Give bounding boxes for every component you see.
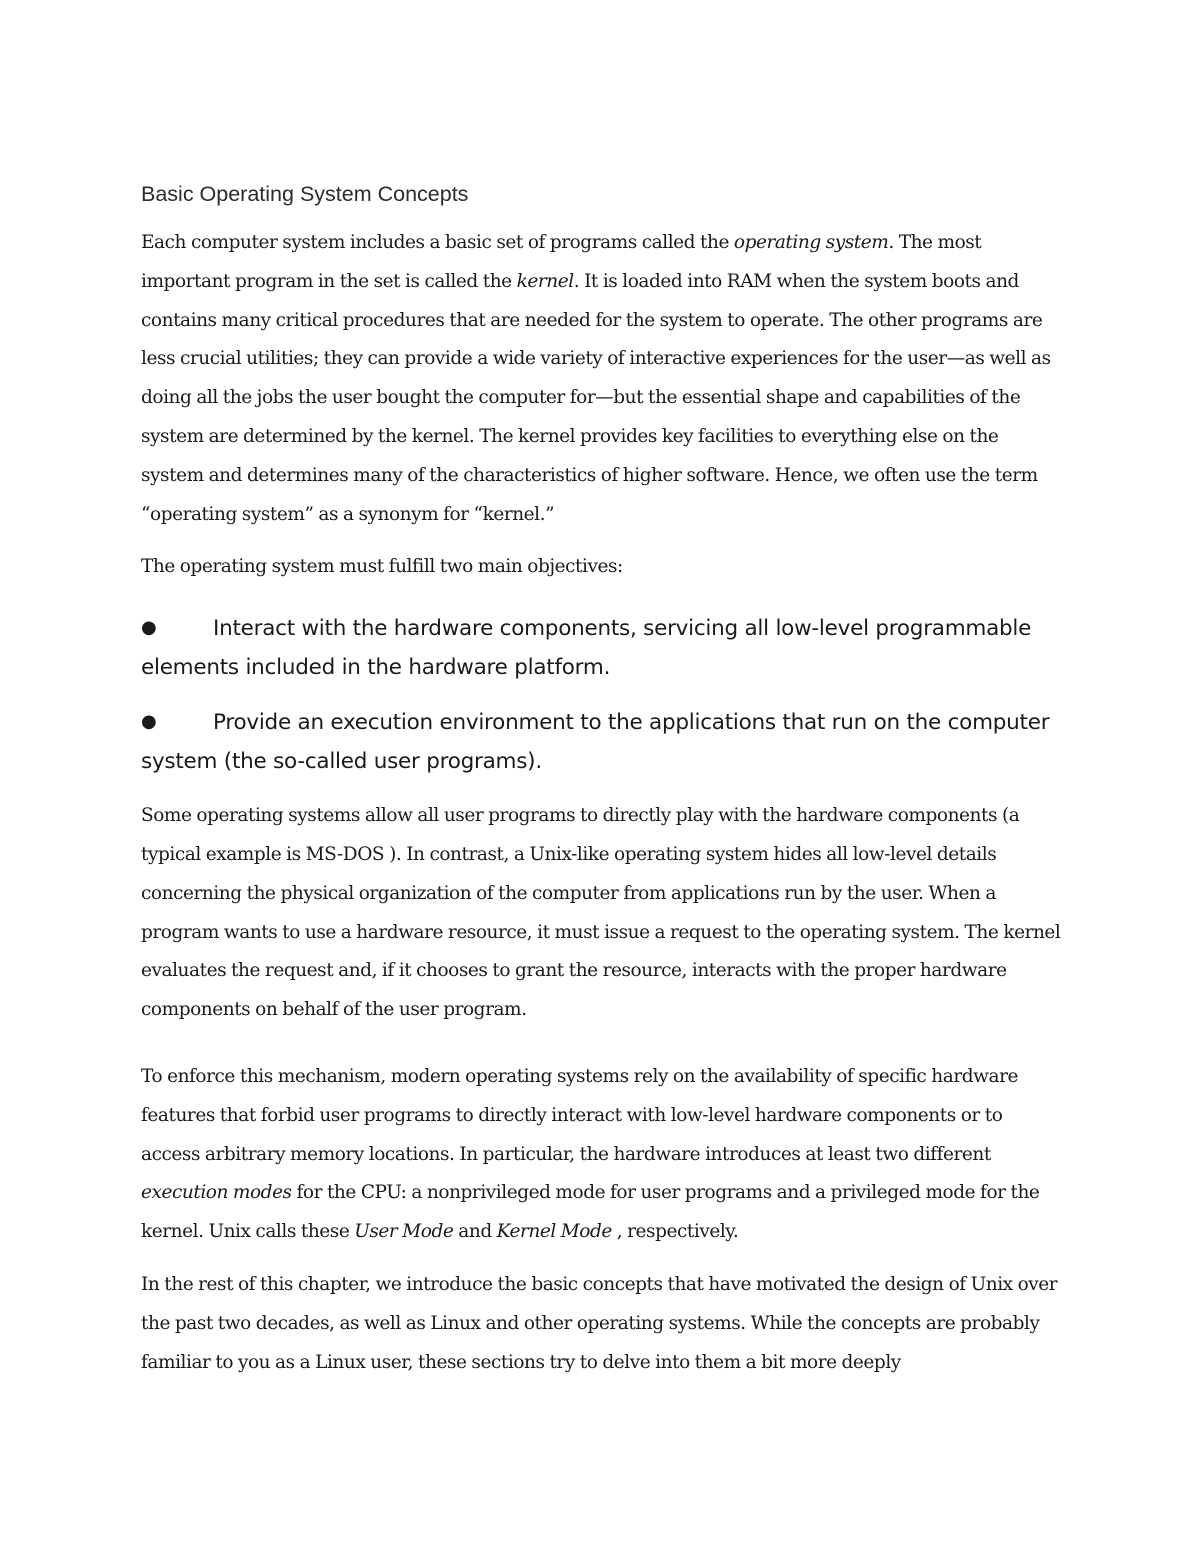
emphasis-execution-modes: execution modes	[141, 1182, 292, 1204]
text-span: for the CPU: a nonprivileged mode for user programs and a privileged mode for the kernel. Unix calls these	[141, 1182, 1040, 1243]
emphasis-user-mode: User Mode	[354, 1221, 454, 1243]
emphasis-kernel-mode: Kernel Mode	[496, 1221, 612, 1243]
text-span: Each computer system includes a basic set of programs called the	[141, 232, 734, 253]
paragraph-gap	[141, 1044, 1066, 1058]
paragraph-hardware-access: Some operating systems allow all user programs to directly play with the hardware components (a typical example is MS-DOS ). In contrast, a Unix-like operating system hides all low-level details concerning the physical organization of the computer from applications run by the user. When a program wants to use a hardware resource, it must issue a request to the operating system. The kernel evaluates the request and, if it chooses to grant the resource, interacts with the proper hardware components on behalf of the user program.	[141, 805, 1061, 1021]
text-span: . It is loaded into RAM when the system boots and contains many critical procedures that are needed for the system to operate. The other programs are less crucial utilities; they can provide a wide variety of interactive experiences for the user—as well as doing all the jobs the user bought the computer for—but the essential shape and capabilities of the system are determined by the kernel. The kernel provides key facilities to everything else on the system and determines many of the characteristics of higher software. Hence, we often use the term “operating system” as a synonym for “kernel.”	[141, 270, 1051, 525]
list-item-text: Provide an execution environment to the applications that run on the computer system (the so-called user programs).	[141, 710, 1050, 774]
bullet-icon: ●	[141, 617, 157, 639]
objectives-list	[141, 609, 1066, 781]
section-heading: Basic Operating System Concepts	[141, 182, 469, 206]
emphasis-kernel: kernel	[516, 270, 574, 292]
paragraph-chapter-overview: In the rest of this chapter, we introduce the basic concepts that have motivated the design of Unix over the past two decades, as well as Linux and other operating systems. While the concepts are probably familiar to you as a Linux user, these sections try to delve into them a bit more deeply	[141, 1273, 1058, 1373]
text-span: , respectively.	[611, 1221, 739, 1243]
document-page	[141, 178, 1066, 1396]
emphasis-operating-system: operating system	[733, 232, 889, 253]
text-span: To enforce this mechanism, modern operating systems rely on the availability of specific hardware features that forbid user programs to directly interact with low-level hardware components or to access arbitrary memory locations. In particular, the hardware introduces at least two different	[141, 1065, 1018, 1165]
list-item	[141, 703, 1066, 781]
list-item-text: Interact with the hardware components, servicing all low-level programmable elements included in the hardware platform.	[141, 616, 1032, 680]
text-span: and	[453, 1221, 497, 1243]
paragraph-execution-modes	[141, 1058, 1066, 1252]
paragraph-intro	[141, 224, 1066, 534]
paragraph-objectives-intro: The operating system must fulfill two main objectives:	[141, 556, 623, 578]
text-span: . The most important program in the set is called the	[141, 232, 982, 292]
list-item	[141, 609, 1066, 687]
bullet-icon: ●	[141, 711, 157, 733]
